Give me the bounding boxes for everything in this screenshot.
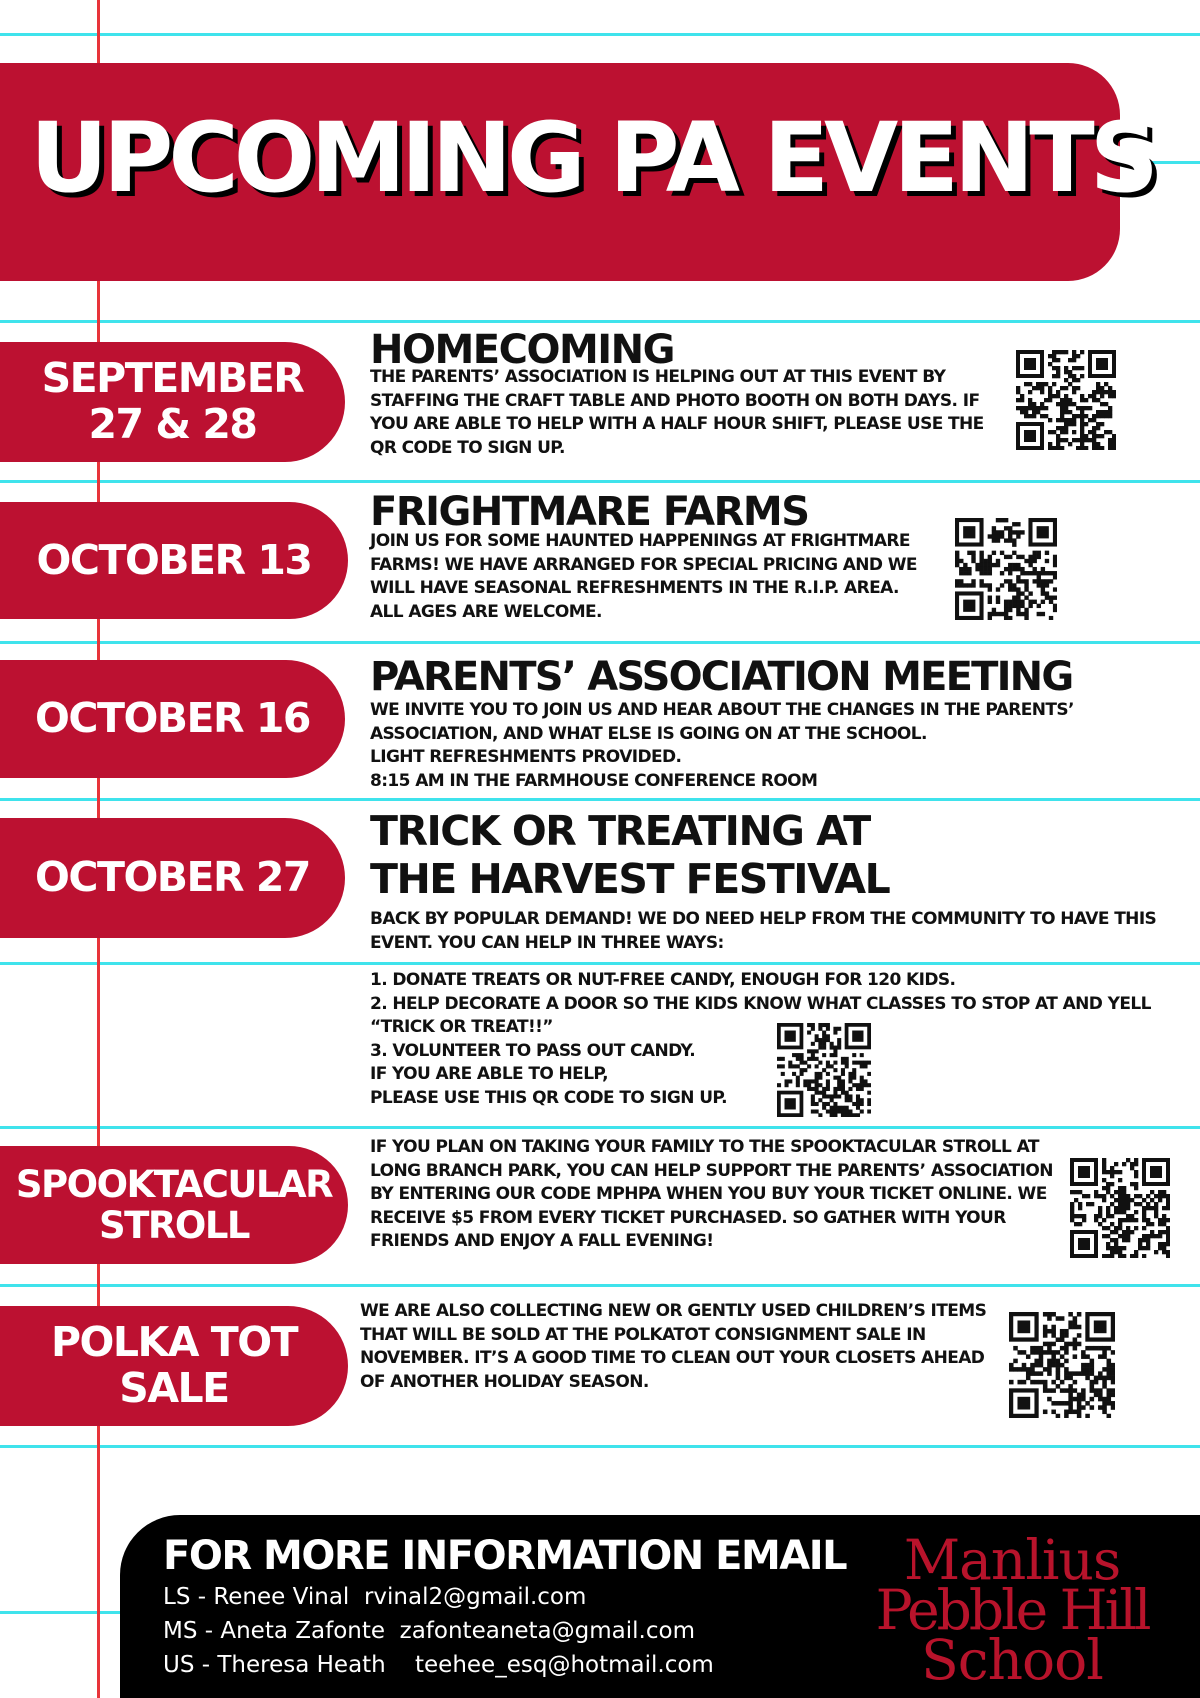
footer-title: FOR MORE INFORMATION EMAIL bbox=[163, 1533, 847, 1579]
event-title-homecoming: HOMECOMING bbox=[370, 327, 674, 373]
date-tab-homecoming: SEPTEMBER 27 & 28 bbox=[0, 342, 345, 462]
event-list-trick-or-treat: 1. DONATE TREATS OR NUT-FREE CANDY, ENOUGH FOR 120 KIDS. 2. HELP DECORATE A DOOR SO THE KIDS KNOW WHAT CLASSES TO STOP AT AND YELL “TRICK OR TREAT!!” 3. VOLUNTEER TO PASS OUT CANDY. IF YOU ARE ABLE TO HELP, PLEASE USE THIS QR CODE TO SIGN UP. bbox=[370, 970, 1151, 1108]
qr-code-icon[interactable] bbox=[955, 518, 1057, 620]
date-tab-pa-meeting: OCTOBER 16 bbox=[0, 660, 345, 778]
event-title-frightmare: FRIGHTMARE FARMS bbox=[370, 489, 809, 535]
event-body-frightmare: JOIN US FOR SOME HAUNTED HAPPENINGS AT FRIGHTMARE FARMS! WE HAVE ARRANGED FOR SPECIAL PRICING AND WE WILL HAVE SEASONAL REFRESHMENTS IN THE R.I.P. AREA. ALL AGES ARE WELCOME. bbox=[370, 531, 917, 622]
contact-name: LS - Renee Vinal bbox=[163, 1584, 350, 1610]
qr-code-icon[interactable] bbox=[1009, 1312, 1115, 1418]
event-title-pa-meeting: PARENTS’ ASSOCIATION MEETING bbox=[370, 654, 1073, 700]
contact-email[interactable]: zafonteaneta@gmail.com bbox=[399, 1618, 695, 1644]
date-tab-spooktacular: SPOOKTACULAR STROLL bbox=[0, 1146, 348, 1264]
event-body-pa-meeting: WE INVITE YOU TO JOIN US AND HEAR ABOUT THE CHANGES IN THE PARENTS’ ASSOCIATION, AND WHAT ELSE IS GOING ON AT THE SCHOOL. LIGHT REFRESHMENTS PROVIDED. 8:15 AM IN THE FARMHOUSE CONFERENCE ROOM bbox=[370, 700, 1074, 791]
contact-name: US - Theresa Heath bbox=[163, 1652, 386, 1678]
event-body-trick-or-treat: BACK BY POPULAR DEMAND! WE DO NEED HELP FROM THE COMMUNITY TO HAVE THIS EVENT. YOU CAN HELP IN THREE WAYS: bbox=[370, 909, 1157, 953]
event-body-spooktacular: IF YOU PLAN ON TAKING YOUR FAMILY TO THE SPOOKTACULAR STROLL AT LONG BRANCH PARK, YOU CAN HELP SUPPORT THE PARENTS’ ASSOCIATION BY ENTERING OUR CODE MPHPA WHEN YOU BUY YOUR TICKET ONLINE. WE RECEIVE $5 FROM EVERY TICKET PURCHASED. SO GATHER WITH YOUR FRIENDS AND ENJOY A FALL EVENING! bbox=[370, 1137, 1053, 1251]
contact-ms bbox=[163, 1618, 695, 1644]
contact-ls bbox=[163, 1584, 586, 1610]
event-body-polka-tot: WE ARE ALSO COLLECTING NEW OR GENTLY USED CHILDREN’S ITEMS THAT WILL BE SOLD AT THE POLKATOT CONSIGNMENT SALE IN NOVEMBER. IT’S A GOOD TIME TO CLEAN OUT YOUR CLOSETS AHEAD OF ANOTHER HOLIDAY SEASON. bbox=[360, 1301, 987, 1392]
school-logo bbox=[862, 1528, 1162, 1692]
contact-email[interactable]: teehee_esq@hotmail.com bbox=[415, 1652, 714, 1678]
event-body-homecoming: THE PARENTS’ ASSOCIATION IS HELPING OUT AT THIS EVENT BY STAFFING THE CRAFT TABLE AND PHOTO BOOTH ON BOTH DAYS. IF YOU ARE ABLE TO HELP WITH A HALF HOUR SHIFT, PLEASE USE THE QR CODE TO SIGN UP. bbox=[370, 367, 984, 458]
date-tab-frightmare: OCTOBER 13 bbox=[0, 502, 348, 619]
date-tab-trick-or-treat: OCTOBER 27 bbox=[0, 818, 345, 938]
qr-code-icon[interactable] bbox=[1070, 1158, 1170, 1258]
qr-code-icon[interactable] bbox=[777, 1023, 871, 1117]
date-tab-polka-tot: POLKA TOT SALE bbox=[0, 1306, 348, 1426]
logo-line: School bbox=[921, 1628, 1103, 1692]
contact-us bbox=[163, 1652, 714, 1678]
qr-code-icon[interactable] bbox=[1016, 350, 1116, 450]
logo-line: Pebble Hill bbox=[875, 1578, 1149, 1642]
event-title-trick-or-treat: TRICK OR TREATING AT THE HARVEST FESTIVAL bbox=[370, 807, 890, 903]
logo-line: Manlius bbox=[903, 1528, 1121, 1592]
contact-email[interactable]: rvinal2@gmail.com bbox=[363, 1584, 587, 1610]
page-title: UPCOMING PA EVENTS bbox=[30, 102, 1154, 214]
contact-name: MS - Aneta Zafonte bbox=[163, 1618, 386, 1644]
